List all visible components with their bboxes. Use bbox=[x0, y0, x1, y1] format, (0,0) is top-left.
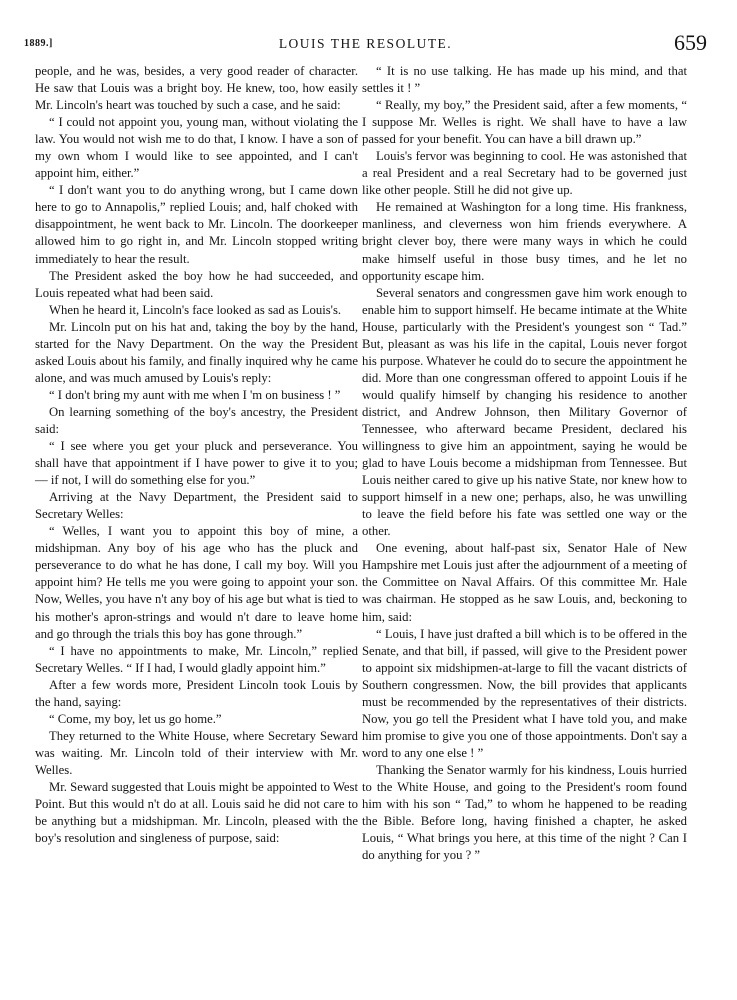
paragraph: Several senators and congressmen gave him work enough to enable him to support himself. He became intimate at the White House, particularly with the President's youngest son “ Tad.” But, pleasant as was his life in the capital, Louis never forgot his purpose. Whatever he could do to secure the appointment he did. More than one congressman offered to appoint Louis if he would qualify himself by changing his residence to another district, and Andrew Johnson, then Military Governor of Tennessee, who afterward became President, declared his willingness to give him an appointment, saying he would be glad to have Louis become a midshipman from Tennessee. But Louis neither cared to give up his native State, nor knew how to support himself in a new one; perhaps, also, he was unwilling to leave the field before his fate was settled one way or the other. bbox=[362, 285, 687, 539]
paragraph: “ Come, my boy, let us go home.” bbox=[49, 711, 222, 726]
left-column bbox=[35, 63, 358, 847]
paragraph: “ Welles, I want you to appoint this boy of mine, a midshipman. Any boy of his age who has the pluck and perseverance to do what he has done, I call my boy. Will you appoint him? He tells me you were going to appoint your son. Now, Welles, you have n't any boy of his age but what is tied to his mother's apron-strings and would n't dare to leave home and go through the trials this boy has gone through.” bbox=[35, 524, 358, 641]
running-title: LOUIS THE RESOLUTE. bbox=[278, 36, 453, 51]
paragraph: Mr. Lincoln put on his hat and, taking the boy by the hand, started for the Navy Department. On the way the President asked Louis about his family, and finally inquired why he came alone, and was much amused by Louis's reply: bbox=[35, 319, 358, 385]
paragraph: people, and he was, besides, a very good reader of character. He saw that Louis was a bright boy. He knew, too, how easily Mr. Lincoln's heart was touched by such a case, and he said: bbox=[35, 64, 358, 113]
paragraph: He remained at Washington for a long time. His frankness, manliness, and cleverness won him friends everywhere. A bright clever boy, there were many ways in which he could make himself useful in those busy times, and he let no opportunity escape him. bbox=[362, 200, 687, 283]
issue-date: 1889.] bbox=[24, 38, 53, 49]
page-header bbox=[24, 30, 707, 60]
right-column bbox=[362, 63, 687, 864]
paragraph: “ Louis, I have just drafted a bill which is to be offered in the Senate, and that bill, if passed, will give to the President power to appoint six midshipmen-at-large to fill the vacant districts of Southern congressmen. Now, the bill provides that applicants must be recommended by the representatives of their districts. Now, you go tell the President what I have told you, and make him promise to give you one of those appointments. Don't say a word to any one else ! ” bbox=[362, 626, 687, 760]
paragraph: “ Really, my boy,” the President said, after a few moments, “ I suppose Mr. Welles is right. We shall have to have a law passed for your benefit. You can have a bill drawn up.” bbox=[362, 98, 687, 147]
page-number: 659 bbox=[674, 30, 707, 55]
paragraph: When he heard it, Lincoln's face looked as sad as Louis's. bbox=[49, 302, 342, 317]
paragraph: After a few words more, President Lincoln took Louis by the hand, saying: bbox=[35, 677, 358, 709]
paragraph: “ I don't want you to do anything wrong, but I came down here to go to Annapolis,” replied Louis; and, half choked with disappointment, he went back to Mr. Lincoln. The doorkeeper allowed him to go right in, and Mr. Lincoln stopped writing immediately to hear the result. bbox=[35, 183, 358, 266]
paragraph: “ I don't bring my aunt with me when I 'm on business ! ” bbox=[49, 387, 341, 402]
paragraph: Arriving at the Navy Department, the President said to Secretary Welles: bbox=[35, 490, 358, 522]
paragraph: Louis's fervor was beginning to cool. He was astonished that a real President and a real Secretary had to be governed just like other people. Still he did not give up. bbox=[362, 149, 687, 198]
paragraph: “ It is no use talking. He has made up his mind, and that settles it ! ” bbox=[362, 64, 687, 96]
paragraph: “ I could not appoint you, young man, without violating the law. You would not wish me to do that, I know. I have a son of my own whom I would like to see appointed, and I can't appoint him, either.” bbox=[35, 115, 358, 181]
paragraph: They returned to the White House, where Secretary Seward was waiting. Mr. Lincoln told of their interview with Mr. Welles. bbox=[35, 728, 358, 777]
paragraph: One evening, about half-past six, Senator Hale of New Hampshire met Louis just after the adjournment of a meeting of the Committee on Naval Affairs. Of this committee Mr. Hale was chairman. He stopped as he saw Louis, and, beckoning to him, said: bbox=[362, 541, 687, 624]
paragraph: Thanking the Senator warmly for his kindness, Louis hurried to the White House, and going to the President's room found him with his son “ Tad,” to whom he happened to be reading the Bible. Before long, having finished a chapter, he asked Louis, “ What brings you here, at this time of the night ? Can I do anything for you ? ” bbox=[362, 762, 687, 863]
paragraph: “ I see where you get your pluck and perseverance. You shall have that appointment if I have power to give it to you; — if not, I will do something else for you.” bbox=[35, 439, 358, 488]
paragraph: On learning something of the boy's ancestry, the President said: bbox=[35, 404, 358, 436]
paragraph: The President asked the boy how he had succeeded, and Louis repeated what had been said. bbox=[35, 268, 358, 300]
paragraph: Mr. Seward suggested that Louis might be appointed to West Point. But this would n't do at all. Louis said he did not care to be anything but a midshipman. Mr. Lincoln, pleased with the boy's resolution and singleness of purpose, said: bbox=[35, 779, 358, 846]
paragraph: “ I have no appointments to make, Mr. Lincoln,” replied Secretary Welles. “ If I had, I would gladly appoint him.” bbox=[35, 643, 358, 675]
